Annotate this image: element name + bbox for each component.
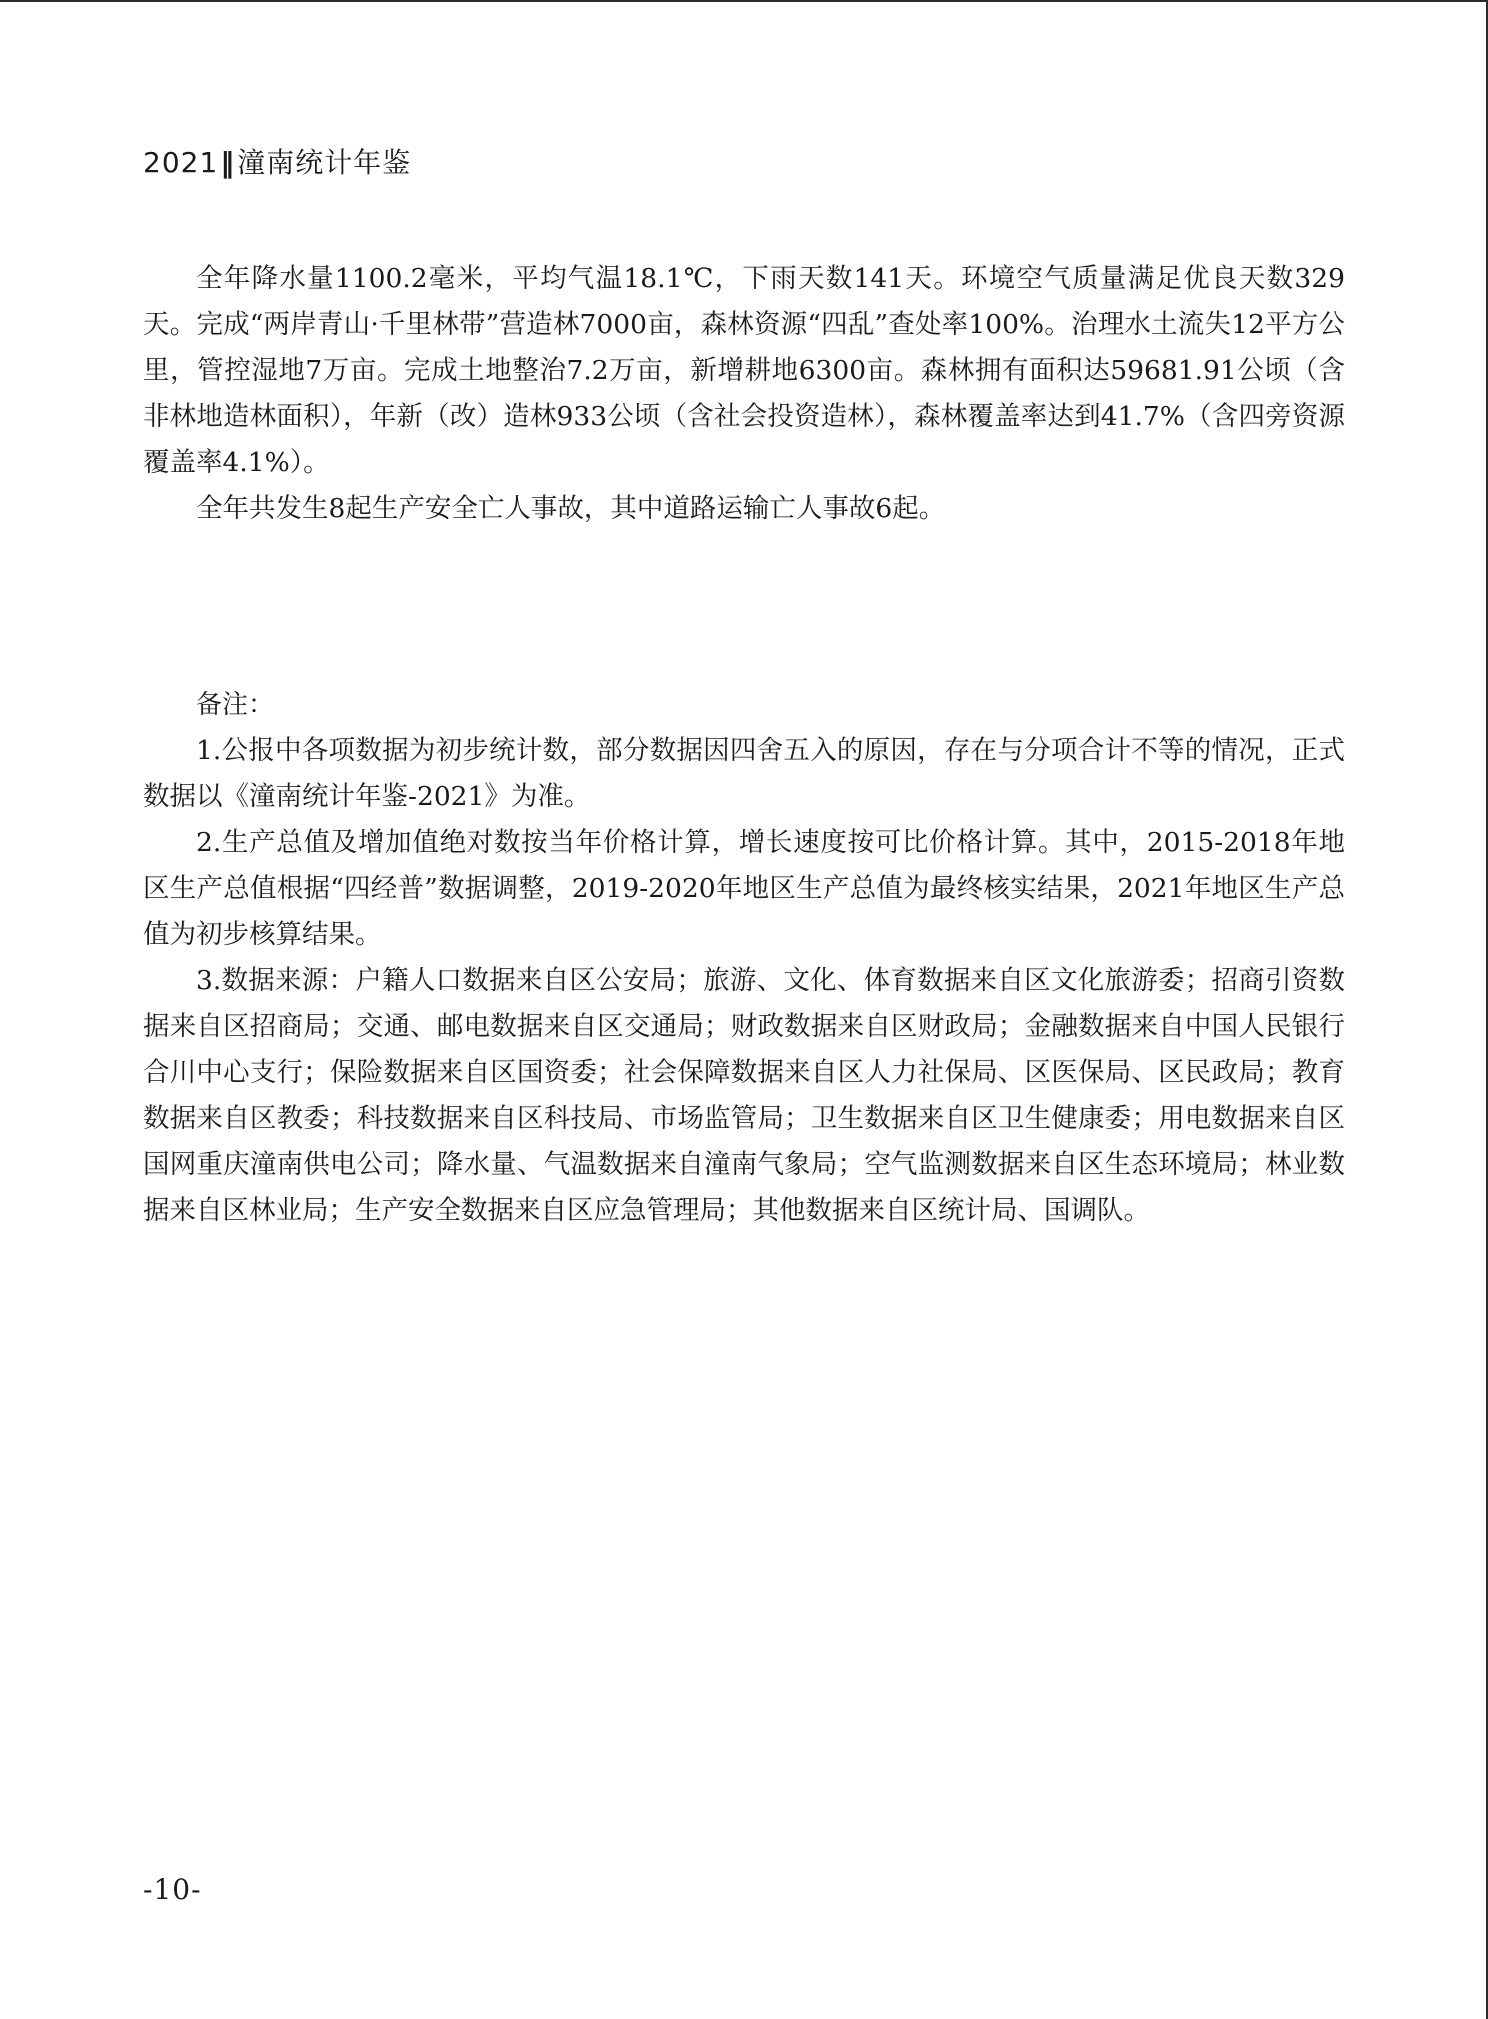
header-year: 2021 bbox=[143, 146, 219, 179]
note-item: 3.数据来源：户籍人口数据来自区公安局；旅游、文化、体育数据来自区文化旅游委；招商引资数据来自区招商局；交通、邮电数据来自区交通局；财政数据来自区财政局；金融数据来自中国人民银行合川中心支行；保险数据来自区国资委；社会保障数据来自区人力社保局、区医保局、区民政局；教育数据来自区教委；科技数据来自区科技局、市场监管局；卫生数据来自区卫生健康委；用电数据来自区国网重庆潼南供电公司；降水量、气温数据来自潼南气象局；空气监测数据来自区生态环境局；林业数据来自区林业局；生产安全数据来自区应急管理局；其他数据来自区统计局、国调队。 bbox=[143, 965, 1345, 1226]
header-separator: ‖ bbox=[220, 146, 236, 179]
paragraph-safety: 全年共发生8起生产安全亡人事故，其中道路运输亡人事故6起。 bbox=[196, 493, 946, 524]
top-border-rule bbox=[0, 0, 1486, 3]
header-book-title: 潼南统计年鉴 bbox=[237, 146, 412, 179]
notes-heading: 备注： bbox=[196, 690, 275, 720]
page-number: -10- bbox=[143, 1873, 202, 1906]
notes-section bbox=[143, 682, 1345, 1234]
running-header bbox=[143, 143, 411, 183]
paragraph-environment: 全年降水量1100.2毫米，平均气温18.1℃，下雨天数141天。环境空气质量满足优良天数329天。完成“两岸青山·千里林带”营造林7000亩，森林资源“四乱”查处率100%。治理水土流失12平方公里，管控湿地7万亩。完成土地整治7.2万亩，新增耕地6300亩。森林拥有面积达59681.91公顷（含非林地造林面积），年新（改）造林933公顷（含社会投资造林），森林覆盖率达到41.7%（含四旁资源覆盖率4.1%）。 bbox=[143, 263, 1345, 478]
note-item: 1.公报中各项数据为初步统计数，部分数据因四舍五入的原因，存在与分项合计不等的情况，正式数据以《潼南统计年鉴-2021》为准。 bbox=[143, 735, 1345, 812]
main-text-block bbox=[143, 256, 1345, 532]
note-item: 2.生产总值及增加值绝对数按当年价格计算，增长速度按可比价格计算。其中，2015-2018年地区生产总值根据“四经普”数据调整，2019-2020年地区生产总值为最终核实结果，2021年地区生产总值为初步核算结果。 bbox=[143, 827, 1345, 950]
